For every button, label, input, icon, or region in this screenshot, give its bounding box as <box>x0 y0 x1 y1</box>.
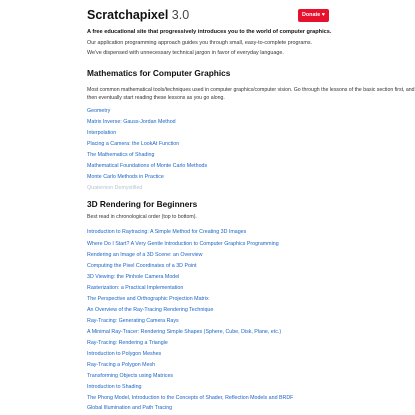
link-intro-shading[interactable]: Introduction to Shading <box>87 384 142 390</box>
link-global-illumination[interactable]: Global Illumination and Path Tracing <box>87 405 173 411</box>
link-interpolation[interactable]: Interpolation <box>87 130 117 136</box>
link-raytracing-overview[interactable]: An Overview of the Ray-Tracing Rendering Technique <box>87 307 214 313</box>
link-pixel-coordinates[interactable]: Computing the Pixel Coordinates of a 3D Point <box>87 263 197 269</box>
link-pinhole-camera[interactable]: 3D Viewing: the Pinhole Camera Model <box>87 274 180 280</box>
intro-line-2: We've dispensed with unnecessary technical jargon in favor of everyday language. <box>87 50 284 56</box>
intro-line-1: Our application programming approach guides you through small, easy-to-complete programs. <box>87 40 313 46</box>
link-quaternion[interactable]: Quaternion Demystified <box>87 185 143 191</box>
link-transforming-objects[interactable]: Transforming Objects using Matrices <box>87 373 174 379</box>
link-raytracing-mesh[interactable]: Ray-Tracing a Polygon Mesh <box>87 362 156 368</box>
link-rendering-overview[interactable]: Rendering an Image of a 3D Scene: an Overview <box>87 252 203 258</box>
link-math-shading[interactable]: The Mathematics of Shading <box>87 152 155 158</box>
link-minimal-raytracer[interactable]: A Minimal Ray-Tracer: Rendering Simple Shapes (Sphere, Cube, Disk, Plane, etc.) <box>87 329 282 335</box>
link-where-do-i-start[interactable]: Where Do I Start? A Very Gentle Introduction to Computer Graphics Programming <box>87 241 279 247</box>
section-title-math: Mathematics for Computer Graphics <box>87 68 231 78</box>
link-geometry[interactable]: Geometry <box>87 108 111 114</box>
donate-button[interactable]: Donate ♥ <box>298 9 329 22</box>
site-title[interactable] <box>87 8 189 22</box>
link-matrix-inverse[interactable]: Matrix Inverse: Gauss-Jordan Method <box>87 119 176 125</box>
link-monte-carlo-foundations[interactable]: Mathematical Foundations of Monte Carlo Methods <box>87 163 208 169</box>
link-lookat[interactable]: Placing a Camera: the LookAt Function <box>87 141 180 147</box>
link-projection-matrix[interactable]: The Perspective and Orthographic Projection Matrix <box>87 296 209 302</box>
link-rasterization[interactable]: Rasterization: a Practical Implementation <box>87 285 184 291</box>
link-polygon-meshes[interactable]: Introduction to Polygon Meshes <box>87 351 162 357</box>
intro-headline: A free educational site that progressively introduces you to the world of computer graphics. <box>87 29 332 35</box>
site-version: 3.0 <box>171 8 190 22</box>
site-header <box>87 0 329 32</box>
section-desc-math: Most common mathematical tools/techniques used in computer graphics/computer vision. Go through the lessons of the basic section first, and then eventually start reading these lessons as you go along. <box>87 87 415 102</box>
link-intro-raytracing[interactable]: Introduction to Raytracing: A Simple Method for Creating 3D Images <box>87 229 247 235</box>
section-title-rendering: 3D Rendering for Beginners <box>87 199 198 209</box>
site-title-text[interactable]: Scratchapixel <box>87 8 169 22</box>
main-content <box>87 0 415 411</box>
link-monte-carlo-practice[interactable]: Monte Carlo Methods in Practice <box>87 174 164 180</box>
link-camera-rays[interactable]: Ray-Tracing: Generating Camera Rays <box>87 318 179 324</box>
link-phong-model[interactable]: The Phong Model, Introduction to the Concepts of Shader, Reflection Models and BRDF <box>87 395 294 401</box>
section-desc-rendering: Best read in chronological order (top to bottom). <box>87 214 197 220</box>
link-rendering-triangle[interactable]: Ray-Tracing: Rendering a Triangle <box>87 340 168 346</box>
